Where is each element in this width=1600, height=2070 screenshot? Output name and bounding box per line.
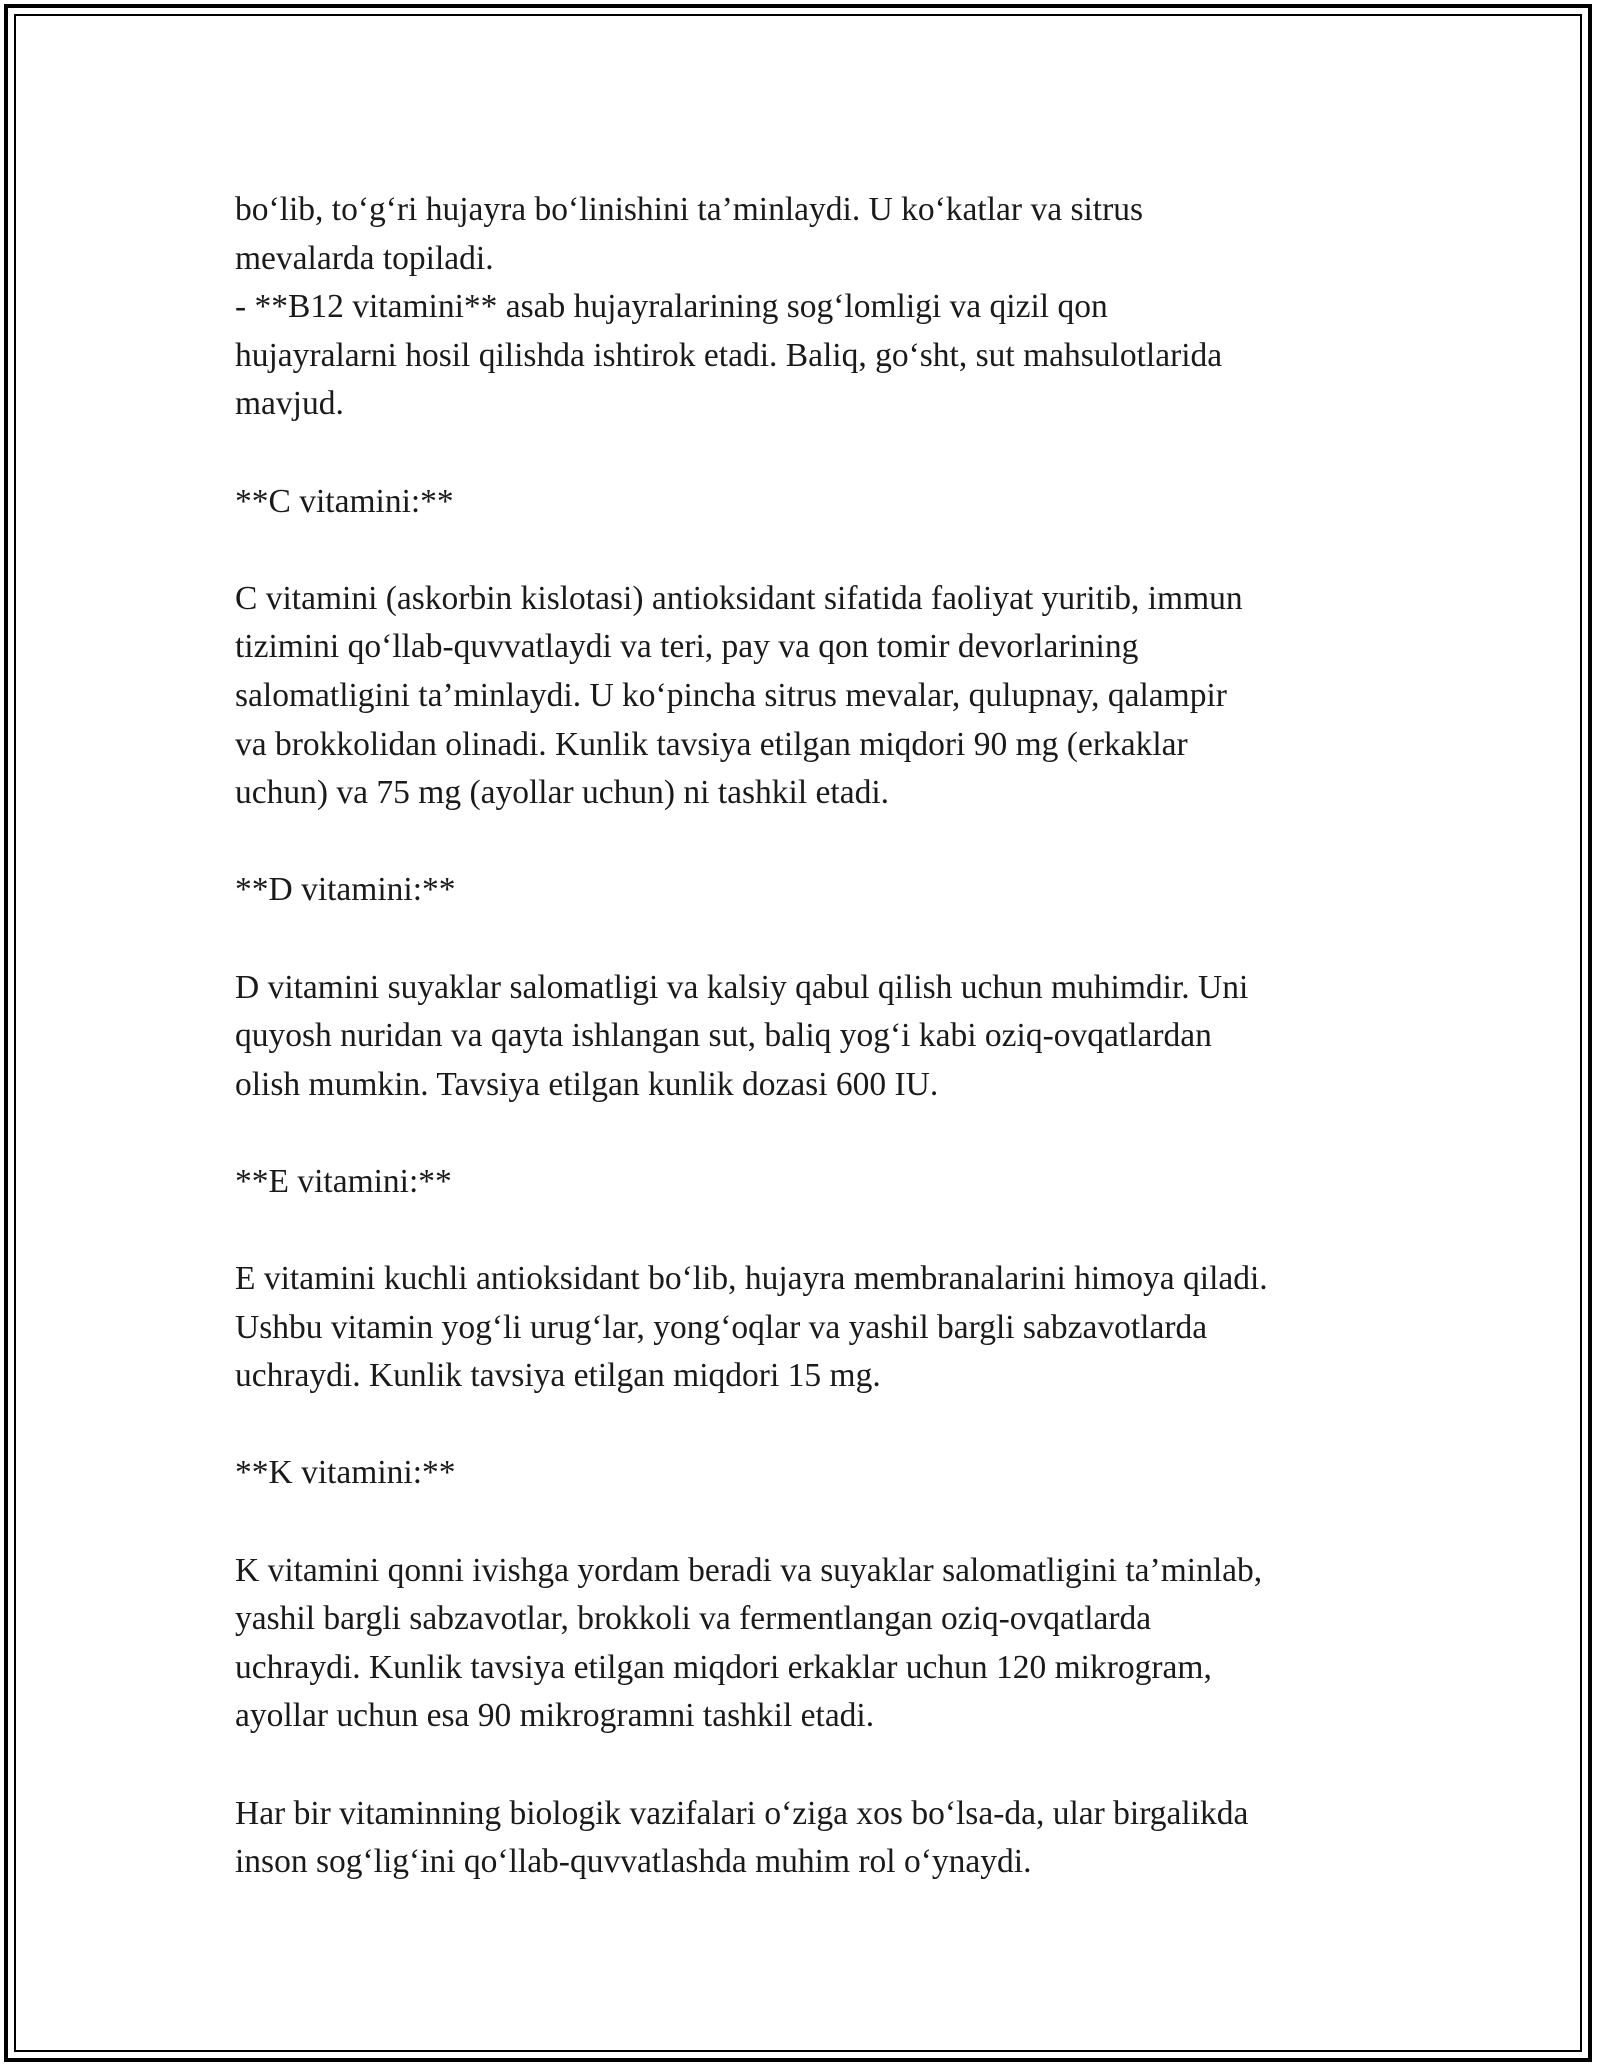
text-line: - **B12 vitamini** asab hujayralarining sog‘lomligi va qizil qon — [235, 288, 1108, 326]
blank-line — [235, 1741, 1385, 1790]
blank-line — [235, 818, 1385, 867]
text-line: Har bir vitaminning biologik vazifalari o‘ziga xos bo‘lsa-da, ular birgalikda — [235, 1794, 1249, 1832]
text-line: ayollar uchun esa 90 mikrogramni tashkil etadi. — [235, 1697, 875, 1735]
blank-line — [235, 429, 1385, 478]
blank-line — [235, 1401, 1385, 1450]
blank-line — [235, 526, 1385, 575]
text-line: bo‘lib, to‘g‘ri hujayra bo‘linishini ta’minlaydi. U ko‘katlar va sitrus — [235, 191, 1144, 228]
text-line: yashil bargli sabzavotlar, brokkoli va fermentlangan oziq-ovqatlarda — [235, 1600, 1152, 1638]
text-line: tizimini qo‘llab-quvvatlaydi va teri, pay va qon tomir devorlarining — [235, 628, 1139, 666]
text-line: mevalarda topiladi. — [235, 239, 494, 277]
text-line: inson sog‘lig‘ini qo‘llab-quvvatlashda muhim rol o‘ynaydi. — [235, 1843, 1032, 1881]
blank-line — [235, 915, 1385, 964]
blank-line — [235, 1109, 1385, 1158]
blank-line — [235, 1498, 1385, 1547]
text-line: C vitamini (askorbin kislotasi) antioksidant sifatida faoliyat yuritib, immun — [235, 579, 1243, 617]
text-line: mavjud. — [235, 385, 344, 423]
text-line: D vitamini suyaklar salomatligi va kalsiy qabul qilish uchun muhimdir. Uni — [235, 968, 1249, 1006]
text-line: E vitamini kuchli antioksidant bo‘lib, hujayra membranalarini himoya qiladi. — [235, 1260, 1268, 1298]
text-line: olish mumkin. Tavsiya etilgan kunlik dozasi 600 IU. — [235, 1065, 939, 1103]
text-line: uchun) va 75 mg (ayollar uchun) ni tashkil etadi. — [235, 774, 890, 812]
document-body — [235, 186, 1385, 1887]
text-line: va brokkolidan olinadi. Kunlik tavsiya etilgan miqdori 90 mg (erkaklar — [235, 725, 1188, 763]
text-line: quyosh nuridan va qayta ishlangan sut, baliq yog‘i kabi oziq-ovqatlardan — [235, 1017, 1212, 1055]
text-line: uchraydi. Kunlik tavsiya etilgan miqdori erkaklar uchun 120 mikrogram, — [235, 1648, 1212, 1686]
section-heading-k: **K vitamini:** — [235, 1454, 456, 1492]
blank-line — [235, 1206, 1385, 1255]
text-line: salomatligini ta’minlaydi. U ko‘pincha sitrus mevalar, qulupnay, qalampir — [235, 676, 1227, 714]
text-line: Ushbu vitamin yog‘li urug‘lar, yong‘oqlar va yashil bargli sabzavotlarda — [235, 1308, 1208, 1346]
section-heading-d: **D vitamini:** — [235, 871, 456, 909]
section-heading-c: **C vitamini:** — [235, 482, 454, 520]
text-line: hujayralarni hosil qilishda ishtirok etadi. Baliq, go‘sht, sut mahsulotlarida — [235, 336, 1223, 374]
section-heading-e: **E vitamini:** — [235, 1162, 452, 1200]
text-line: K vitamini qonni ivishga yordam beradi va suyaklar salomatligini ta’minlab, — [235, 1551, 1263, 1589]
text-line: uchraydi. Kunlik tavsiya etilgan miqdori 15 mg. — [235, 1357, 881, 1395]
